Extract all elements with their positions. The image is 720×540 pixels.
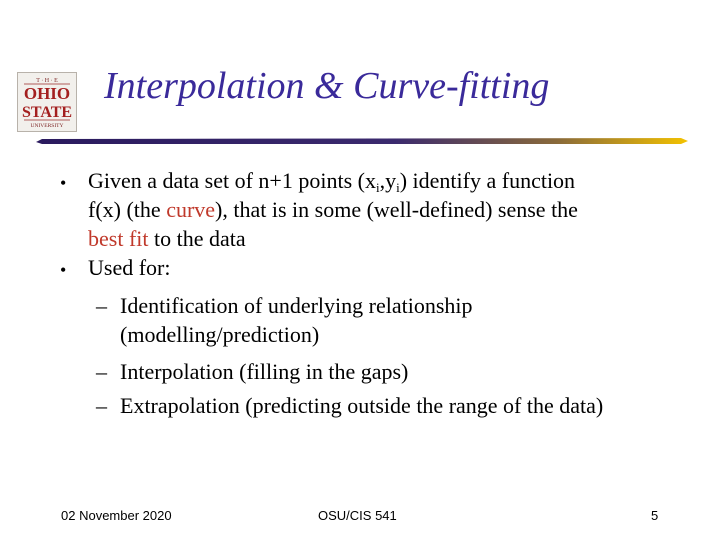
subscript-i: i bbox=[396, 180, 400, 195]
bullet-1-line-2 bbox=[88, 196, 578, 225]
bullet-1-text-b: ,y bbox=[379, 168, 397, 193]
sub-bullet-marker: – bbox=[96, 393, 107, 418]
bullet-1-line-3 bbox=[88, 225, 246, 254]
footer-date: 02 November 2020 bbox=[61, 508, 172, 523]
logo-line4: UNIVERSITY bbox=[30, 123, 64, 129]
bullet-2-text: Used for: bbox=[88, 255, 171, 280]
bullet-marker: • bbox=[60, 260, 67, 280]
bullet-marker: • bbox=[60, 173, 67, 193]
sub-item-1-line-2: (modelling/prediction) bbox=[120, 322, 320, 347]
highlight-curve: curve bbox=[166, 197, 216, 222]
footer-course: OSU/CIS 541 bbox=[318, 508, 397, 523]
sub-item-2: Interpolation (filling in the gaps) bbox=[120, 359, 409, 384]
logo-graphic bbox=[18, 73, 76, 131]
bullet-1-text-f: to the data bbox=[148, 226, 246, 251]
bullet-1-text-c: ) identify a function bbox=[399, 168, 576, 193]
sub-item-1-line-1: Identification of underlying relationship bbox=[120, 293, 473, 318]
highlight-best-fit: best fit bbox=[88, 226, 149, 251]
logo-line2: OHIO bbox=[23, 84, 71, 103]
bullet-1-text-d: f(x) (the bbox=[88, 197, 167, 222]
slide-title: Interpolation & Curve-fitting bbox=[104, 65, 550, 107]
logo-line1: T · H · E bbox=[36, 78, 58, 84]
sub-bullet-marker: – bbox=[96, 359, 107, 384]
ohio-state-logo bbox=[17, 72, 77, 132]
subscript-i: i bbox=[375, 180, 380, 195]
bullet-1-text-a: Given a data set of n+1 points (x bbox=[88, 168, 376, 193]
page-number: 5 bbox=[651, 508, 659, 523]
bullet-1-text-e: ), that is in some (well-defined) sense the bbox=[215, 197, 578, 222]
logo-line3: STATE bbox=[21, 104, 73, 121]
sub-bullet-marker: – bbox=[96, 293, 107, 318]
sub-item-3: Extrapolation (predicting outside the range of the data) bbox=[120, 393, 604, 418]
title-divider bbox=[36, 136, 688, 146]
